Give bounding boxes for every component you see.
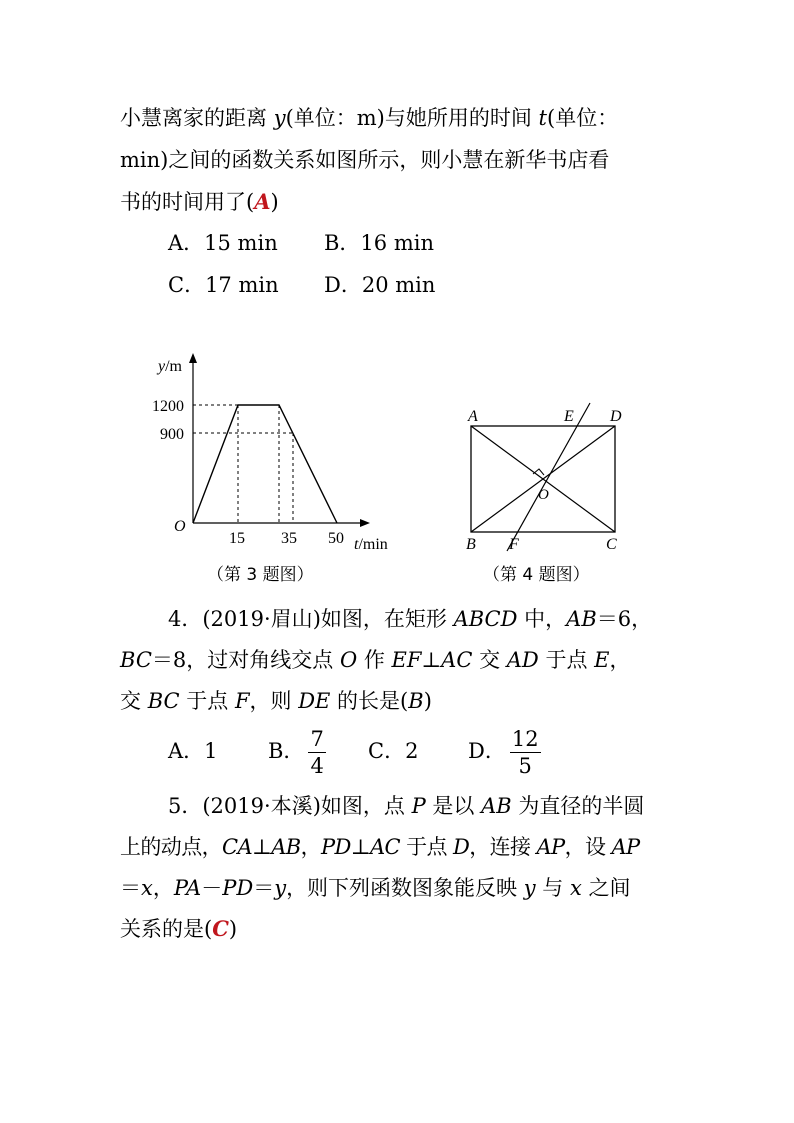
q3-line-1 [120, 103, 618, 133]
figure-4-rectangle [460, 395, 640, 560]
q5-answer: C [212, 916, 229, 941]
q4-text: ， [609, 648, 631, 672]
label-C: C [606, 536, 617, 553]
q3-line-2 [120, 145, 609, 175]
var-ab: AB [566, 607, 597, 631]
q5-line-1 [168, 791, 644, 821]
q5-text: ⊥ [252, 835, 272, 859]
var-ap: AP [611, 835, 640, 859]
q3-option-c: C．17 min [168, 273, 279, 297]
q3-text: min)之间的函数关系如图所示，则小慧在新华书店看 [120, 148, 610, 172]
line-ef [507, 403, 590, 551]
q3-answer: A [254, 189, 271, 214]
y-axis-label: y/m [158, 358, 182, 375]
q4-options [168, 725, 545, 779]
q3-text: 书的时间用了( [120, 190, 255, 214]
var-y: y [273, 106, 286, 130]
q5-text: ， [152, 876, 174, 900]
q4-line-2 [120, 645, 630, 675]
q4-text: ＝8，过对角线交点 [151, 648, 340, 672]
x-tick-50: 50 [328, 530, 344, 547]
fraction-7-4 [308, 726, 325, 779]
fraction-numerator: 12 [511, 727, 539, 751]
origin-label: O [174, 518, 186, 535]
var-x: x [141, 876, 153, 900]
q4-text: 的长是( [330, 689, 409, 713]
var-ef: EF [391, 648, 422, 672]
q4-source: 眉山 [270, 607, 313, 631]
q4-option-b [268, 725, 368, 779]
y-tick-900: 900 [160, 426, 184, 443]
q5-source: 本溪 [270, 794, 313, 818]
fraction-numerator: 7 [310, 727, 324, 751]
q4-text: ) [423, 689, 432, 713]
q5-text: 于点 [400, 835, 453, 859]
x-axis-arrow [360, 519, 370, 527]
var-de: DE [298, 689, 331, 713]
var-ad: AD [506, 648, 539, 672]
q4-line-1 [168, 604, 652, 634]
var-ca: CA [222, 835, 253, 859]
q4-option-a: A．1 [168, 739, 218, 763]
var-pd: PD [222, 876, 254, 900]
var-bc: BC [147, 689, 180, 713]
x-tick-35: 35 [281, 530, 297, 547]
var-o: O [339, 648, 358, 672]
q5-line-3 [120, 873, 631, 903]
q5-text: 为直径的半圆 [511, 794, 645, 818]
q3-option-d: D．20 min [324, 273, 436, 297]
q5-text: ＝ [253, 876, 275, 900]
q5-text: )如图，点 [312, 794, 412, 818]
var-e: E [594, 648, 610, 672]
q4-option-d [468, 725, 545, 779]
fraction-12-5 [510, 726, 541, 779]
q3-text: (单位： [547, 106, 619, 130]
q4-text: ，则 [249, 689, 299, 713]
var-pd: PD [321, 835, 351, 859]
var-bc: BC [120, 648, 152, 672]
label-A: A [468, 408, 478, 425]
q5-line-4 [120, 914, 237, 944]
q4-option-c: C．2 [368, 739, 419, 763]
q3-text: 小慧离家的距离 [120, 106, 274, 130]
var-ap: AP [536, 835, 565, 859]
figure-3-caption: （第 3 题图） [207, 565, 314, 585]
var-ab: AB [271, 835, 301, 859]
x-axis-label: t/min [354, 536, 388, 553]
y-axis-arrow [189, 353, 197, 363]
label-F: F [509, 536, 519, 553]
distance-time-line [193, 405, 337, 523]
y-tick-1200: 1200 [152, 398, 184, 415]
q5-text: ， [300, 835, 322, 859]
q4-text: 中， [517, 607, 567, 631]
q4-option-d-label: D． [468, 739, 506, 763]
var-x: x [569, 876, 582, 900]
q4-option-b-label: B． [268, 739, 305, 763]
label-O: O [538, 487, 549, 503]
q5-text: ，设 [564, 835, 612, 859]
var-abcd: ABCD [453, 607, 518, 631]
var-p: P [411, 794, 426, 818]
label-D: D [610, 408, 622, 425]
q4-text: )如图，在矩形 [312, 607, 454, 631]
q4-text: ⊥ [421, 648, 442, 672]
q4-text: 作 [357, 648, 392, 672]
q5-text: ，则下列函数图象能反映 [286, 876, 524, 900]
var-t: t [538, 106, 547, 130]
q5-text: 5．(2019· [168, 794, 271, 818]
var-pa: PA [173, 876, 202, 900]
q3-options-row-2 [168, 270, 435, 300]
q4-text: 4．(2019· [168, 607, 271, 631]
q3-line-3 [120, 187, 279, 217]
q5-text: 关系的是( [120, 917, 213, 941]
fraction-denominator: 4 [310, 754, 324, 778]
q3-options-row-1 [168, 228, 434, 258]
var-ac: AC [369, 835, 400, 859]
label-B: B [466, 536, 476, 553]
var-ab: AB [481, 794, 512, 818]
fraction-denominator: 5 [518, 754, 532, 778]
q5-text: 之间 [581, 876, 631, 900]
q5-text: 与 [535, 876, 570, 900]
q5-text: － [201, 876, 223, 900]
q5-text: 上的动点， [120, 835, 222, 859]
q5-text: ，连接 [469, 835, 537, 859]
var-f: F [234, 689, 250, 713]
figure-3-graph [150, 345, 400, 560]
q4-text: 交 [472, 648, 507, 672]
var-ac: AC [441, 648, 473, 672]
q5-text: ⊥ [350, 835, 370, 859]
label-E: E [564, 408, 574, 425]
q4-text: 交 [120, 689, 148, 713]
q4-answer: B [408, 689, 424, 713]
q5-text: ＝ [120, 876, 141, 900]
q4-text: 于点 [538, 648, 595, 672]
var-y: y [523, 876, 536, 900]
right-angle-mark [533, 469, 544, 475]
q5-line-2 [120, 832, 640, 862]
var-y: y [274, 876, 287, 900]
q3-option-b: B．16 min [324, 231, 434, 255]
q3-text: (单位：m)与她所用的时间 [285, 106, 539, 130]
q3-option-a: A．15 min [168, 231, 278, 255]
q5-text: 是以 [425, 794, 482, 818]
q4-line-3 [120, 686, 432, 716]
x-tick-15: 15 [229, 530, 245, 547]
q3-text: ) [270, 190, 279, 214]
var-d: D [452, 835, 470, 859]
q5-text: ) [228, 917, 238, 941]
q4-text: ＝6， [596, 607, 653, 631]
figure-4-caption: （第 4 题图） [483, 565, 590, 585]
q4-text: 于点 [179, 689, 235, 713]
